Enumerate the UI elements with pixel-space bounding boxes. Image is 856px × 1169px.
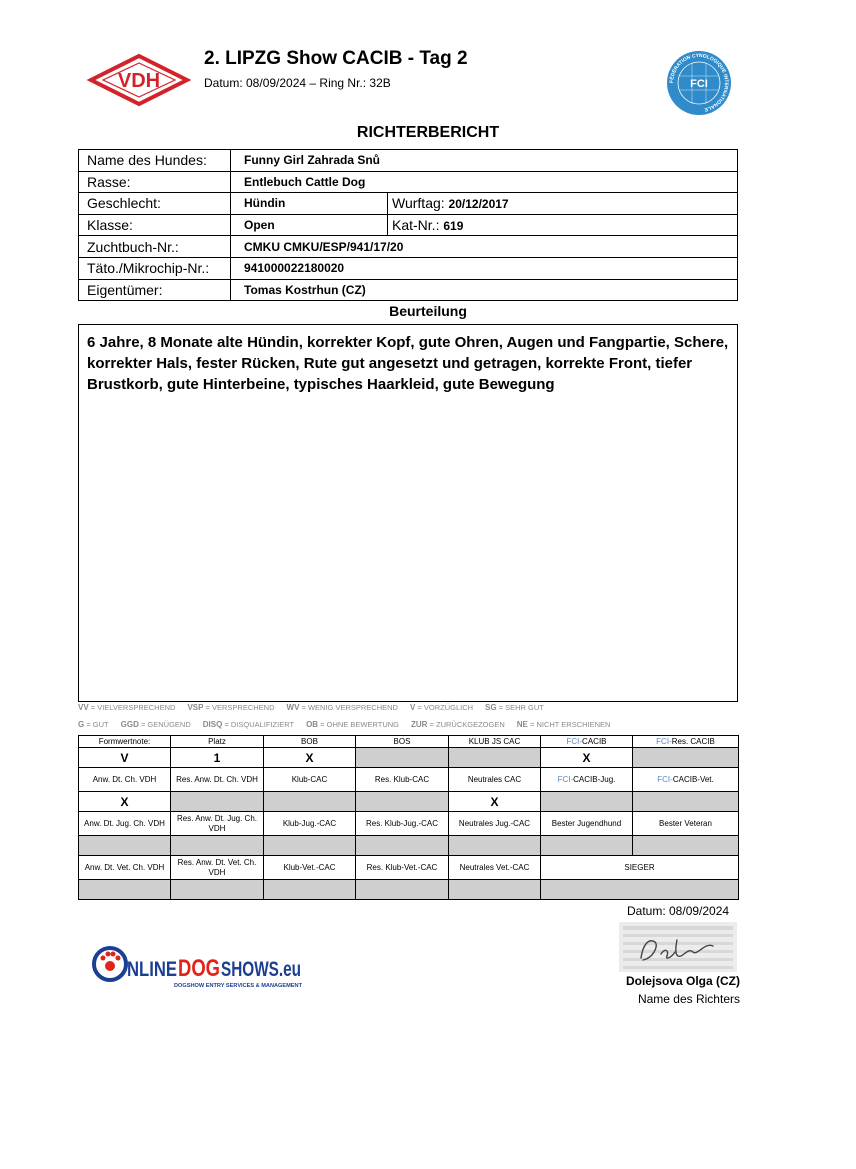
legend-item (485, 703, 544, 712)
legend-item (306, 720, 399, 729)
eigentuemer-label: Eigentümer: (79, 279, 231, 301)
label-res-klub-cac: Res. Klub-CAC (356, 768, 449, 792)
vdh-logo (89, 54, 189, 106)
label-klub-vet-cac: Klub-Vet.-CAC (264, 856, 356, 880)
mark-cacib-vet (633, 792, 739, 812)
grading-grid (78, 735, 739, 900)
chip-label: Täto./Mikrochip-Nr.: (79, 257, 231, 279)
mark-anw-dt-ch: X (79, 792, 171, 812)
ods-logo-word-3: SHOWS.eu (221, 958, 301, 981)
report-title: RICHTERBERICHT (356, 124, 500, 141)
mark-neutrales-cac: X (449, 792, 541, 812)
mark-cell (633, 836, 739, 856)
legend-text: = ZURÜCKGEZOGEN (427, 720, 505, 729)
vdh-logo-text: VDH (117, 70, 161, 92)
ods-logo-word-1: NLINE (127, 958, 177, 981)
legend-text: = SEHR GUT (496, 703, 544, 712)
mark-res-klub-cac (356, 792, 449, 812)
legend-text: = OHNE BEWERTUNG (318, 720, 399, 729)
fci-logo-text: FCI (690, 78, 708, 90)
legend-text: = DISQUALIFIZIERT (222, 720, 295, 729)
fci-prefix: FCI- (657, 774, 673, 784)
show-title: 2. LIPZG Show CACIB - Tag 2 (204, 48, 468, 69)
header-cacib (541, 736, 633, 748)
label-sieger: SIEGER (541, 856, 739, 880)
label-bester-veteran: Bester Veteran (633, 812, 739, 836)
legend-item (410, 703, 473, 712)
label-klub-cac: Klub-CAC (264, 768, 356, 792)
mark-formwertnote: V (79, 748, 171, 768)
legend-abbr: VV (78, 703, 89, 712)
label-res-anw-dt-jug-ch: Res. Anw. Dt. Jug. Ch. VDH (171, 812, 264, 836)
mark-klub-js-cac (449, 748, 541, 768)
mark-cell (79, 880, 171, 900)
label-cacib-jug (541, 768, 633, 792)
legend-line-2 (78, 720, 622, 729)
geschlecht-value: Hündin (231, 193, 388, 215)
label-res-klub-jug-cac: Res. Klub-Jug.-CAC (356, 812, 449, 836)
grid-mark-row-3 (79, 836, 739, 856)
label-cacib-jug-text: CACIB-Jug. (573, 774, 616, 784)
header-res-cacib (633, 736, 739, 748)
mark-cacib: X (541, 748, 633, 768)
mark-cacib-jug (541, 792, 633, 812)
show-date-ring: Datum: 08/09/2024 – Ring Nr.: 32B (204, 76, 391, 90)
mark-cell (541, 836, 633, 856)
label-res-anw-dt-ch: Res. Anw. Dt. Ch. VDH (171, 768, 264, 792)
mark-cell (449, 836, 541, 856)
label-klub-jug-cac: Klub-Jug.-CAC (264, 812, 356, 836)
info-row-zuchtbuch (79, 236, 738, 258)
grid-mark-row-2 (79, 792, 739, 812)
judge-label: Name des Richters (637, 992, 740, 1006)
name-label: Name des Hundes: (79, 150, 231, 172)
chip-value: 941000022180020 (231, 257, 738, 279)
beurteilung-title: Beurteilung (389, 303, 467, 319)
katnr-value: 619 (443, 219, 464, 234)
mark-res-cacib (633, 748, 739, 768)
geschlecht-label: Geschlecht: (79, 193, 231, 215)
wurftag-value: 20/12/2017 (448, 197, 509, 212)
eigentuemer-value: Tomas Kostrhun (CZ) (231, 279, 738, 301)
label-res-klub-vet-cac: Res. Klub-Vet.-CAC (356, 856, 449, 880)
grid-label-row-4 (79, 856, 739, 880)
info-row-rasse (79, 171, 738, 193)
rasse-label: Rasse: (79, 171, 231, 193)
legend-abbr: ZUR (411, 720, 428, 729)
mark-cell (264, 836, 356, 856)
legend-abbr: V (409, 703, 416, 712)
header-platz: Platz (171, 736, 264, 748)
info-row-name (79, 150, 738, 172)
wurftag-label: Wurftag: (392, 195, 445, 212)
legend-item (78, 720, 109, 729)
legend-item (187, 703, 274, 712)
mark-sieger (541, 880, 739, 900)
label-neutrales-vet-cac: Neutrales Vet.-CAC (449, 856, 541, 880)
legend-abbr: OB (306, 720, 319, 729)
info-row-eigentuemer (79, 279, 738, 301)
info-row-klasse (79, 214, 738, 236)
footer-datum: Datum: 08/09/2024 (627, 904, 730, 918)
legend-text: = GUT (84, 720, 109, 729)
header-bos: BOS (356, 736, 449, 748)
ods-logo-word-2: DOG (178, 955, 220, 982)
legend-item (287, 703, 398, 712)
fci-prefix: FCI- (656, 736, 672, 746)
header-res-cacib-label: Res. CACIB (671, 736, 715, 746)
grid-mark-row-4 (79, 880, 739, 900)
header-klub-js-cac: KLUB JS CAC (449, 736, 541, 748)
mark-cell (264, 880, 356, 900)
fci-ring-text: FÉDÉRATION CYNOLOGIQUE INTERNATIONALE (668, 52, 730, 113)
mark-bos (356, 748, 449, 768)
klasse-label: Klasse: (79, 214, 231, 236)
label-anw-dt-vet-ch: Anw. Dt. Vet. Ch. VDH (79, 856, 171, 880)
legend-item (203, 720, 294, 729)
label-neutrales-cac: Neutrales CAC (449, 768, 541, 792)
grid-header-row (79, 736, 739, 748)
legend-abbr: VSP (187, 703, 204, 712)
wurftag-cell (388, 193, 738, 215)
mark-res-anw-dt-ch (171, 792, 264, 812)
onlinedogshows-logo (92, 940, 306, 992)
mark-cell (356, 880, 449, 900)
label-res-anw-dt-vet-ch: Res. Anw. Dt. Vet. Ch. VDH (171, 856, 264, 880)
label-cacib-vet-text: CACIB-Vet. (672, 774, 714, 784)
legend-text: = VERSPRECHEND (203, 703, 275, 712)
label-neutrales-jug-cac: Neutrales Jug.-CAC (449, 812, 541, 836)
legend-item (78, 703, 175, 712)
fci-prefix: FCI- (566, 736, 583, 746)
label-anw-dt-ch: Anw. Dt. Ch. VDH (79, 768, 171, 792)
grid-mark-row-1 (79, 748, 739, 768)
katnr-label: Kat-Nr.: (392, 217, 440, 234)
name-value: Funny Girl Zahrada Snů (231, 150, 738, 172)
mark-cell (449, 880, 541, 900)
grid-label-row-2 (79, 768, 739, 792)
rasse-value: Entlebuch Cattle Dog (231, 171, 738, 193)
legend-abbr: GGD (120, 720, 139, 729)
legend-abbr: DISQ (202, 720, 223, 729)
header-bob: BOB (264, 736, 356, 748)
legend-abbr: NE (516, 720, 528, 729)
judge-name: Dolejsova Olga (CZ) (625, 974, 740, 988)
info-row-geschlecht (79, 193, 738, 215)
judge-signature (619, 922, 737, 972)
fci-prefix: FCI- (557, 774, 574, 784)
label-cacib-vet (633, 768, 739, 792)
info-row-chip (79, 257, 738, 279)
dog-info-table (78, 149, 738, 301)
katnr-cell (388, 214, 738, 236)
label-bester-jugendhund: Bester Jugendhund (541, 812, 633, 836)
klasse-value: Open (231, 214, 388, 236)
legend-text: = WENIG VERSPRECHEND (299, 703, 398, 712)
legend-text: = VORZÜGLICH (415, 703, 474, 712)
zuchtbuch-label: Zuchtbuch-Nr.: (79, 236, 231, 258)
label-anw-dt-jug-ch: Anw. Dt. Jug. Ch. VDH (79, 812, 171, 836)
header-cacib-label: CACIB (582, 736, 607, 746)
legend-item (517, 720, 611, 729)
ods-logo-tagline: DOGSHOW ENTRY SERVICES & MANAGEMENT (174, 983, 303, 989)
mark-klub-cac (264, 792, 356, 812)
grid-label-row-3 (79, 812, 739, 836)
legend-item (411, 720, 505, 729)
mark-cell (356, 836, 449, 856)
legend-text: = GENÜGEND (138, 720, 191, 729)
legend-abbr: WV (286, 703, 300, 712)
mark-cell (171, 880, 264, 900)
mark-platz: 1 (171, 748, 264, 768)
fci-logo (666, 50, 732, 116)
legend-text: = NICHT ERSCHIENEN (527, 720, 611, 729)
legend-item (121, 720, 191, 729)
zuchtbuch-value: CMKU CMKU/ESP/941/17/20 (231, 236, 738, 258)
mark-cell (79, 836, 171, 856)
mark-cell (171, 836, 264, 856)
beurteilung-text: 6 Jahre, 8 Monate alte Hündin, korrekter Kopf, gute Ohren, Augen und Fangpartie, Schere, korrekter Hals, fester Rücken, Rute gut angesetzt und getragen, korrekte Front, tiefer Brustkorb, gute Hinterbeine, typisches Haarkleid, gute Bewegung (78, 324, 738, 702)
legend-abbr: SG (485, 703, 497, 712)
header-formwertnote: Formwertnote: (79, 736, 171, 748)
mark-bob: X (264, 748, 356, 768)
legend-text: = VIELVERSPRECHEND (88, 703, 176, 712)
legend-line-1 (78, 703, 556, 712)
legend-abbr: G (78, 720, 85, 729)
